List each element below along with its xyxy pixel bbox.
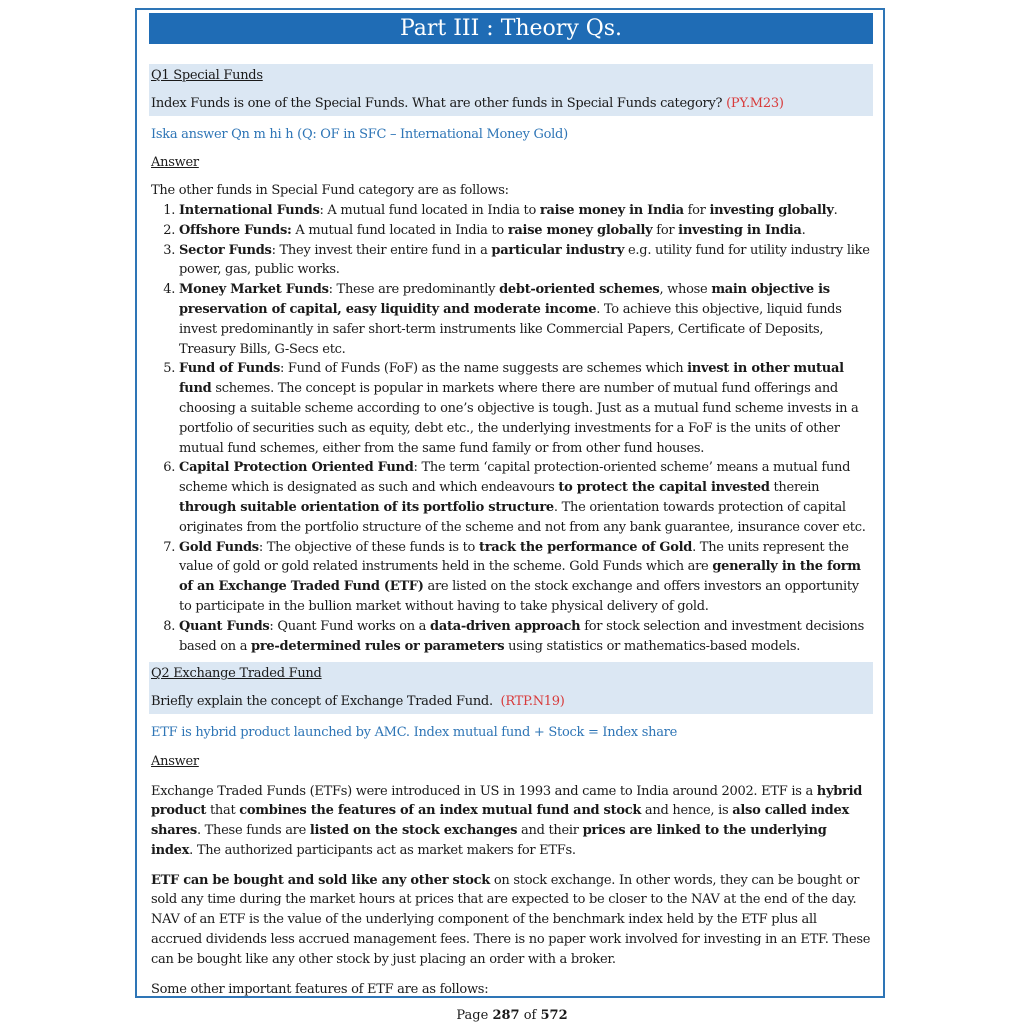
bold-phrase: invest in other mutual fund [179, 361, 844, 397]
question-body: Index Funds is one of the Special Funds. What are other funds in Special Funds category? [151, 95, 723, 111]
list-item: 3. Sector Funds: They invest their entire fund in a particular industry e.g. utility fund for utility industry like power, gas, public works. [179, 241, 871, 281]
question-box-q1 [149, 64, 873, 116]
answer-paragraphs [151, 782, 871, 1000]
answer-heading: Answer [151, 155, 199, 171]
bold-phrase: debt-oriented schemes [499, 282, 660, 298]
hint-text: ETF is hybrid product launched by AMC. Index mutual fund + Stock = Index share [151, 724, 678, 740]
answer-heading: Answer [151, 753, 199, 769]
bold-phrase: ETF can be bought and sold like any other stock [151, 872, 491, 888]
list-item: 8. Quant Funds: Quant Fund works on a data-driven approach for stock selection and investment decisions based on a pre-determined rules or parameters using statistics or mathematics-based models. [179, 617, 871, 657]
footer-of: of [523, 1008, 537, 1023]
page-footer [0, 1008, 1024, 1023]
answer-intro: The other funds in Special Fund category are as follows: [151, 183, 509, 199]
bold-phrase: particular industry [491, 242, 625, 258]
question-title: Q2 Exchange Traded Fund [151, 666, 322, 682]
hint-text: Iska answer Qn m hi h (Q: OF in SFC – International Money Gold) [151, 126, 568, 142]
question-reference: (RTP.N19) [500, 694, 565, 710]
list-item: 1. International Funds: A mutual fund located in India to raise money in India for investing globally. [179, 201, 871, 221]
bold-phrase: Gold Funds [179, 539, 259, 555]
answer-paragraph: Some other important features of ETF are as follows: [151, 981, 489, 997]
bold-phrase: Money Market Funds [179, 282, 329, 298]
bold-phrase: investing globally [709, 202, 834, 218]
list-item: 4. Money Market Funds: These are predominantly debt-oriented schemes, whose main objective is preservation of capital, easy liquidity and moderate income. To achieve this objective, liquid funds invest predominantly in safer short-term instruments like Commercial Papers, Certificate of Deposits, Treasury Bills, G-Secs etc. [179, 280, 871, 359]
question-body: Briefly explain the concept of Exchange Traded Fund. [151, 694, 493, 710]
bold-phrase: track the performance of Gold [478, 539, 693, 555]
section-banner: Part III : Theory Qs. [149, 13, 873, 44]
page-total: 572 [540, 1008, 568, 1023]
bold-phrase: Fund of Funds [179, 361, 280, 377]
bold-phrase: raise money globally [507, 222, 653, 238]
question-text [151, 86, 870, 116]
bold-phrase: also called index shares [151, 803, 849, 839]
list-item: 7. Gold Funds: The objective of these funds is to track the performance of Gold. The units represent the value of gold or gold related instruments held in the scheme. Gold Funds which are generally in the form of an Exchange Traded Fund (ETF) are listed on the stock exchange and offers investors an opportunity to participate in the bullion market without having to take physical delivery of gold. [179, 538, 871, 617]
bold-phrase: listed on the stock exchanges [309, 823, 518, 839]
question-reference: (PY.M23) [726, 95, 784, 111]
bold-phrase: hybrid product [151, 783, 863, 819]
bold-phrase: to protect the capital invested [558, 480, 770, 496]
bold-phrase: Sector Funds [179, 242, 272, 258]
page-number: 287 [492, 1008, 520, 1023]
list-item: 5. Fund of Funds: Fund of Funds (FoF) as the name suggests are schemes which invest in other mutual fund schemes. The concept is popular in markets where there are number of mutual fund offerings and choosing a suitable scheme according to one’s objective is tough. Just as a mutual fund scheme invests in a portfolio of securities such as equity, debt etc., the underlying investments for a FoF is the units of other mutual fund schemes, either from the same fund family or from other fund houses. [179, 359, 871, 458]
footer-prefix: Page [456, 1008, 489, 1023]
bold-phrase: through suitable orientation of its portfolio structure [179, 499, 554, 515]
question-box-q2 [149, 662, 873, 714]
bold-phrase: main objective is preservation of capital, easy liquidity and moderate income [179, 282, 830, 317]
bold-phrase: International Funds [179, 202, 320, 218]
list-item: 6. Capital Protection Oriented Fund: The term ‘capital protection-oriented scheme’ means a mutual fund scheme which is designated as such and which endeavours to protect the capital invested therein through suitable orientation of its portfolio structure. The orientation towards protection of capital originates from the portfolio structure of the scheme and not from any bank guarantee, insurance cover etc. [179, 458, 871, 537]
special-funds-list [151, 201, 871, 656]
question-text [151, 684, 870, 714]
bold-phrase: combines the features of an index mutual fund and stock [239, 803, 642, 819]
bold-phrase: data-driven approach [430, 618, 581, 634]
answer-paragraph: ETF can be bought and sold like any other stock on stock exchange. In other words, they can be bought or sold any time during the market hours at prices that are expected to be closer to the NAV at the end of the day. NAV of an ETF is the value of the underlying component of the benchmark index held by the ETF plus all accrued dividends less accrued management fees. There is no paper work involved for investing in an ETF. These can be bought like any other stock by just placing an order with a broker. [151, 872, 871, 967]
bold-phrase: generally in the form of an Exchange Traded Fund (ETF) [179, 559, 861, 595]
bold-phrase: Quant Funds [179, 618, 270, 634]
page-content [151, 64, 871, 999]
bold-phrase: investing in India [678, 222, 802, 238]
answer-paragraph: Exchange Traded Funds (ETFs) were introduced in US in 1993 and came to India around 2002. ETF is a hybrid product that combines the features of an index mutual fund and stock and hence, is also called index shares. These funds are listed on the stock exchanges and their prices are linked to the underlying index. The authorized participants act as market makers for ETFs. [151, 783, 863, 858]
bold-phrase: raise money in India [539, 202, 684, 218]
bold-phrase: Capital Protection Oriented Fund [179, 460, 414, 476]
bold-phrase: pre-determined rules or parameters [251, 638, 505, 654]
list-item: 2. Offshore Funds: A mutual fund located in India to raise money globally for investing in India. [179, 221, 871, 241]
question-title: Q1 Special Funds [151, 68, 263, 83]
bold-phrase: prices are linked to the underlying index [151, 823, 827, 858]
bold-phrase: Offshore Funds: [179, 222, 292, 238]
